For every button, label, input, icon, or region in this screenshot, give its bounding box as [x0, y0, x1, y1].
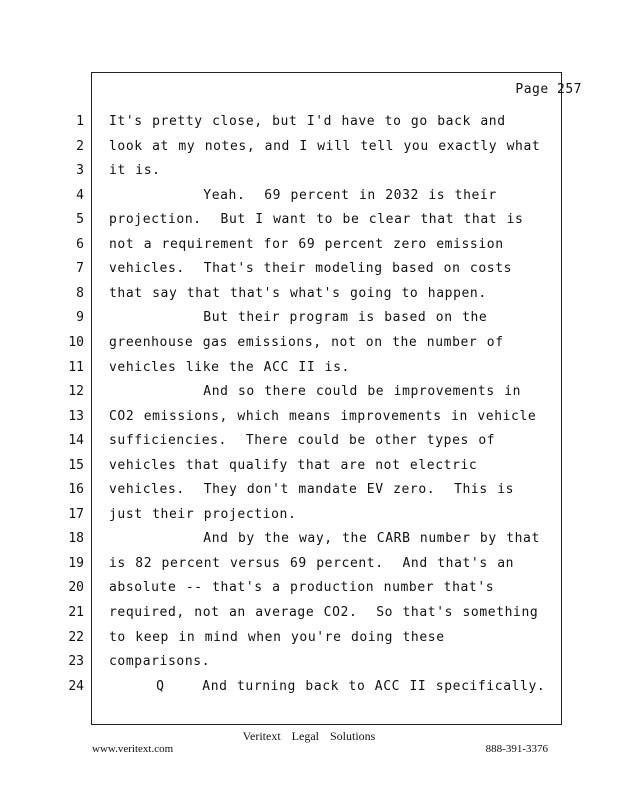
line-text: And so there could be improvements in: [109, 384, 522, 400]
line-text: vehicles. That's their modeling based on costs: [109, 261, 513, 277]
footer-website: www.veritext.com: [92, 743, 174, 755]
line-number: 5: [76, 212, 84, 228]
line-text: CO2 emissions, which means improvements in vehicle: [109, 408, 537, 424]
line-number: 1: [76, 114, 84, 129]
line-text: And by the way, the CARB number by that: [109, 531, 540, 547]
line-number: 14: [68, 433, 84, 449]
line-text: not a requirement for 69 percent zero emission: [109, 236, 504, 252]
line-text: vehicles that qualify that are not electric: [109, 457, 478, 473]
line-number: 10: [68, 334, 84, 350]
line-number: 16: [68, 482, 84, 498]
line-text: vehicles like the ACC II is.: [109, 359, 350, 375]
line-number: 22: [68, 629, 84, 645]
footer-company: Veritext Legal Solutions: [242, 729, 376, 743]
page-number: Page 257: [515, 82, 582, 97]
line-text: to keep in mind when you're doing these: [109, 629, 445, 645]
line-text: But their program is based on the: [109, 310, 488, 326]
line-number: 3: [76, 163, 84, 179]
line-number: 13: [68, 408, 84, 424]
line-number: 17: [68, 506, 84, 522]
line-number: 6: [76, 236, 84, 252]
line-number: 8: [76, 285, 84, 301]
line-number: 15: [68, 457, 84, 473]
line-number: 24: [68, 678, 84, 694]
line-number: 23: [68, 654, 84, 670]
line-text: just their projection.: [109, 506, 297, 522]
line-text: it is.: [109, 163, 161, 179]
line-number: 18: [68, 531, 84, 547]
line-text: absolute -- that's a production number that's: [109, 580, 495, 596]
line-number: 4: [76, 187, 84, 203]
line-text: is 82 percent versus 69 percent. And that's an: [109, 555, 515, 571]
line-text: look at my notes, and I will tell you exactly what: [109, 138, 541, 154]
line-text: Q And turning back to ACC II specifically.: [109, 678, 546, 694]
line-text: greenhouse gas emissions, not on the number of: [109, 334, 504, 350]
line-number: 11: [68, 359, 84, 375]
line-text: It's pretty close, but I'd have to go back and: [109, 114, 506, 129]
line-text: Yeah. 69 percent in 2032 is their: [109, 187, 497, 203]
line-number: 7: [76, 261, 84, 277]
line-number: 2: [76, 138, 84, 154]
line-number: 20: [68, 580, 84, 596]
line-text: that say that that's what's going to happen.: [109, 285, 487, 301]
line-number: 12: [68, 384, 84, 400]
line-text: sufficiencies. There could be other types of: [109, 433, 496, 449]
line-text: projection. But I want to be clear that that is: [109, 212, 524, 228]
line-text: comparisons.: [109, 654, 211, 670]
footer-phone: 888-391-3376: [485, 743, 548, 755]
line-number: 21: [68, 605, 84, 620]
line-number: 19: [68, 555, 84, 571]
line-text: required, not an average CO2. So that's something: [109, 605, 539, 620]
line-number: 9: [76, 310, 84, 326]
line-text: vehicles. They don't mandate EV zero. This is: [109, 482, 515, 498]
